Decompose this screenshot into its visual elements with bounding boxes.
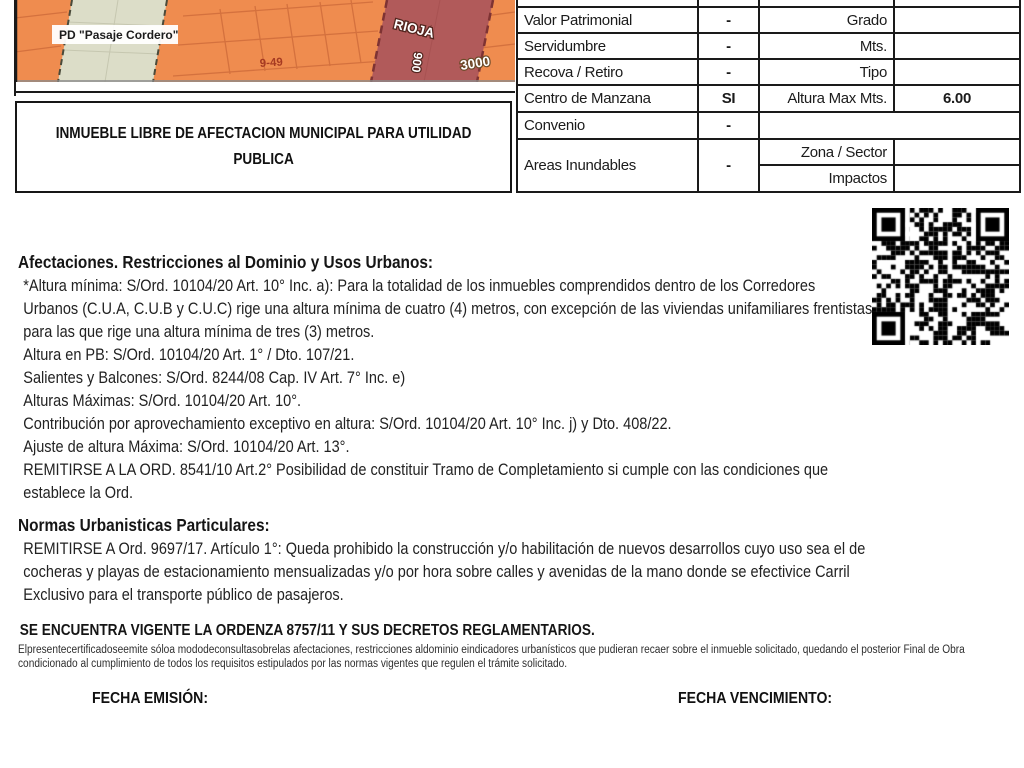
section-vigencia: [18, 623, 673, 639]
table-row-cut: [517, 0, 1020, 7]
notice-box: [15, 101, 512, 193]
row-label2: Impactos: [759, 165, 894, 192]
body-line: para las que rige una altura mínima de tres (3) metros.: [23, 323, 375, 341]
table-row: [517, 112, 1020, 139]
row-value: -: [698, 139, 759, 192]
row-value: -: [698, 33, 759, 59]
body-line: Altura en PB: S/Ord. 10104/20 Art. 1° / Dto. 107/21.: [23, 346, 355, 364]
disclaimer-line: Elpresentecertificadoseemite sóloa mododeconsultasobrelas afectaciones, restricciones aldominio eindicadores urbanísticos que pudieran recaer sobre el inmueble solicitado, quedando el posterior Final de Obra: [18, 644, 965, 656]
row-value: -: [698, 59, 759, 85]
row-label: Valor Patrimonial: [517, 7, 698, 33]
row-value2: [894, 165, 1020, 192]
row-value: -: [698, 7, 759, 33]
zoning-map-canvas: [15, 0, 515, 82]
row-value2: 6.00: [894, 85, 1020, 112]
table-row: [517, 139, 1020, 165]
afectaciones-heading: Afectaciones. Restricciones al Dominio y Usos Urbanos:: [18, 252, 434, 272]
fecha-emision-label: FECHA EMISIÓN:: [92, 690, 209, 707]
body-line: Ajuste de altura Máxima: S/Ord. 10104/20 Art. 13°.: [23, 438, 350, 456]
table-row: [517, 33, 1020, 59]
row-merged-empty: [759, 112, 1020, 139]
row-value2: [894, 139, 1020, 165]
left-border-rule: [14, 0, 16, 96]
row-label: Areas Inundables: [517, 139, 698, 192]
row-label2: Zona / Sector: [759, 139, 894, 165]
disclaimer: [18, 643, 1024, 671]
parcel-number-label: 9-49: [259, 56, 284, 70]
row-label: Servidumbre: [517, 33, 698, 59]
normas-heading: Normas Urbanisticas Particulares:: [18, 515, 270, 535]
notice-line-2: PUBLICA: [233, 151, 294, 168]
vigencia-heading: SE ENCUENTRA VIGENTE LA ORDENZA 8757/11 Y SUS DECRETOS REGLAMENTARIOS.: [19, 622, 595, 639]
block-number-label: 3000: [459, 53, 492, 73]
row-label2: Mts.: [759, 33, 894, 59]
indicators-table: [516, 0, 1019, 193]
body-line: Alturas Máximas: S/Ord. 10104/20 Art. 10°.: [23, 392, 302, 410]
row-label: Recova / Retiro: [517, 59, 698, 85]
row-value2: [894, 59, 1020, 85]
row-value2: [894, 7, 1020, 33]
row-label2: Altura Max Mts.: [759, 85, 894, 112]
body-line: establece la Ord.: [23, 484, 134, 502]
body-line: Urbanos (C.U.A, C.U.B y C.U.C) rige una altura mínima de cuatro (4) metros, con excepción de las viviendas unifamiliares frentistas: [23, 300, 873, 318]
row-label2: Tipo: [759, 59, 894, 85]
body-line: cocheras y playas de estacionamiento mensualizadas y/o por hora sobre calles y avenidas de la mano donde se efectivice Carril: [23, 563, 850, 581]
body-line: Exclusivo para el transporte público de pasajeros.: [23, 586, 344, 604]
table-row: [517, 85, 1020, 112]
passage-label: PD "Pasaje Cordero": [59, 28, 179, 42]
street-number-label: 900: [408, 51, 426, 74]
table-row: [517, 7, 1020, 33]
row-value: -: [698, 112, 759, 139]
disclaimer-line: condicionado al cumplimiento de todos los requisitos estipulados por las normas vigentes que regulen el trámite solicitado.: [18, 658, 568, 670]
body-line: REMITIRSE A Ord. 9697/17. Artículo 1°: Queda prohibido la construcción y/o habilitación de nuevos desarrollos cuyo uso sea el de: [23, 540, 866, 558]
row-label: Centro de Manzana: [517, 85, 698, 112]
body-line: Contribución por aprovechamiento exceptivo en altura: S/Ord. 10104/20 Art. 10° Inc. j) y Dto. 408/22.: [23, 415, 672, 433]
body-line: *Altura mínima: S/Ord. 10104/20 Art. 10° Inc. a): Para la totalidad de los inmuebles comprendidos dentro de los Corredores: [23, 277, 816, 295]
row-value2: [894, 33, 1020, 59]
row-label2: Grado: [759, 7, 894, 33]
notice-line-1: INMUEBLE LIBRE DE AFECTACION MUNICIPAL PARA UTILIDAD: [55, 125, 472, 142]
section-normas: [18, 513, 981, 607]
zoning-map: [15, 0, 515, 82]
body-line: REMITIRSE A LA ORD. 8541/10 Art.2° Posibilidad de constituir Tramo de Completamiento si cumple con las condiciones que: [23, 461, 829, 479]
section-divider: [15, 91, 515, 93]
row-value: SI: [698, 85, 759, 112]
street-name-label: RIOJA: [392, 16, 436, 41]
row-label: Convenio: [517, 112, 698, 139]
table-row: [517, 59, 1020, 85]
body-line: Salientes y Balcones: S/Ord. 8244/08 Cap. IV Art. 7° Inc. e): [23, 369, 406, 387]
section-afectaciones: [18, 250, 989, 505]
fecha-vencimiento-label: FECHA VENCIMIENTO:: [678, 690, 833, 707]
